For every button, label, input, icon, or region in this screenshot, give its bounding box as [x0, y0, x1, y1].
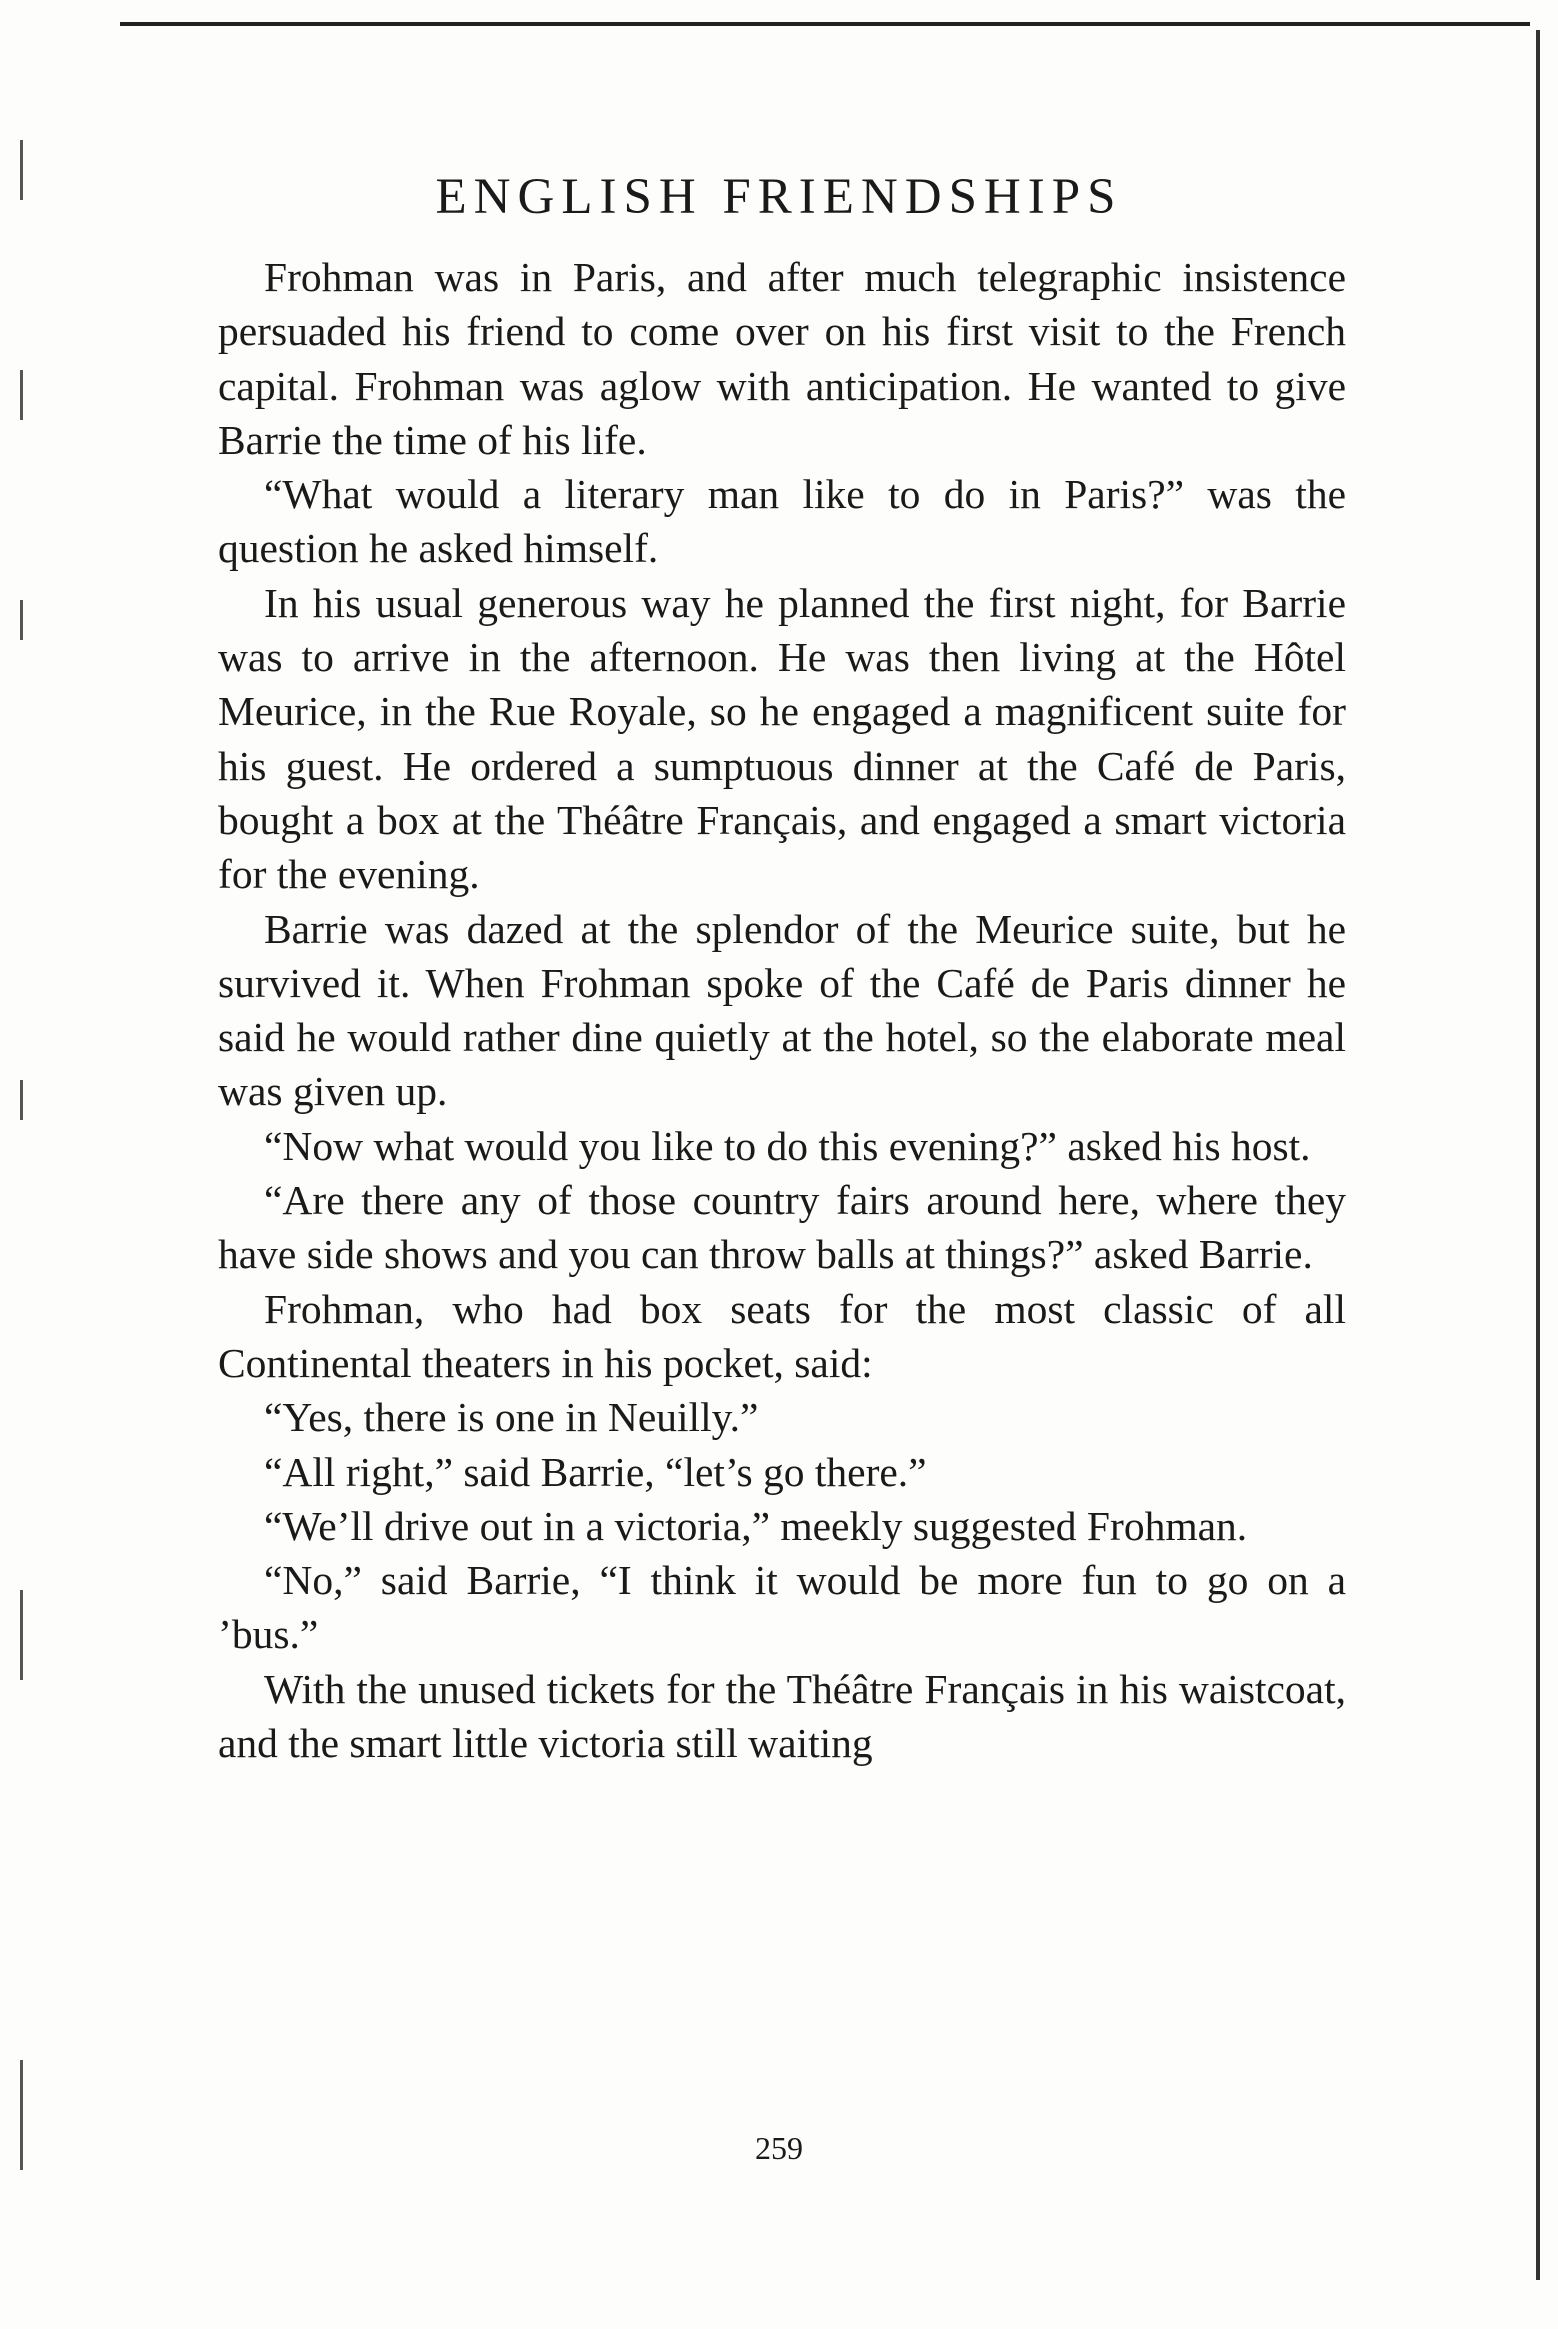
paragraph: With the unused tickets for the Théâtre Français in his waistcoat, and the smart little victoria still waiting [218, 1665, 1346, 1767]
paragraph: In his usual generous way he planned the first night, for Barrie was to arrive in the afternoon. He was then living at the Hôtel Meurice, in the Rue Royale, so he engaged a magnificent suite for his guest. He ordered a sumptuous dinner at the Café de Paris, bought a box at the Théâtre Français, and engaged a smart victoria for the evening. [218, 579, 1346, 898]
page-right-edge [1536, 30, 1540, 2280]
paragraph: “What would a literary man like to do in Paris?” was the question he asked himself. [218, 471, 1346, 572]
paragraph: “No,” said Barrie, “I think it would be more fun to go on a ’bus.” [218, 1557, 1346, 1658]
paragraph: Frohman, who had box seats for the most classic of all Continental theaters in his pocket, said: [218, 1285, 1346, 1386]
paragraph: Barrie was dazed at the splendor of the Meurice suite, but he survived it. When Frohman spoke of the Café de Paris dinner he said he would rather dine quietly at the hotel, so the elaborate meal was given up. [218, 905, 1346, 1115]
page-number: 259 [755, 2130, 803, 2166]
page-top-edge [120, 22, 1530, 26]
paragraph: “All right,” said Barrie, “let’s go there.” [264, 1448, 927, 1495]
body-text [218, 250, 1346, 1770]
paragraph: “We’ll drive out in a victoria,” meekly suggested Frohman. [264, 1502, 1248, 1549]
paragraph: Frohman was in Paris, and after much telegraphic insistence persuaded his friend to come over on his first visit to the French capital. Frohman was aglow with anticipation. He wanted to give Barrie the time of his life. [218, 254, 1346, 463]
running-head: ENGLISH FRIENDSHIPS [435, 169, 1123, 225]
paragraph: “Yes, there is one in Neuilly.” [264, 1394, 759, 1441]
paragraph: “Are there any of those country fairs around here, where they have side shows and you can throw balls at things?” asked Barrie. [218, 1177, 1346, 1278]
paragraph: “Now what would you like to do this evening?” asked his host. [264, 1122, 1311, 1169]
page-left-edge-marks [20, 140, 30, 2240]
